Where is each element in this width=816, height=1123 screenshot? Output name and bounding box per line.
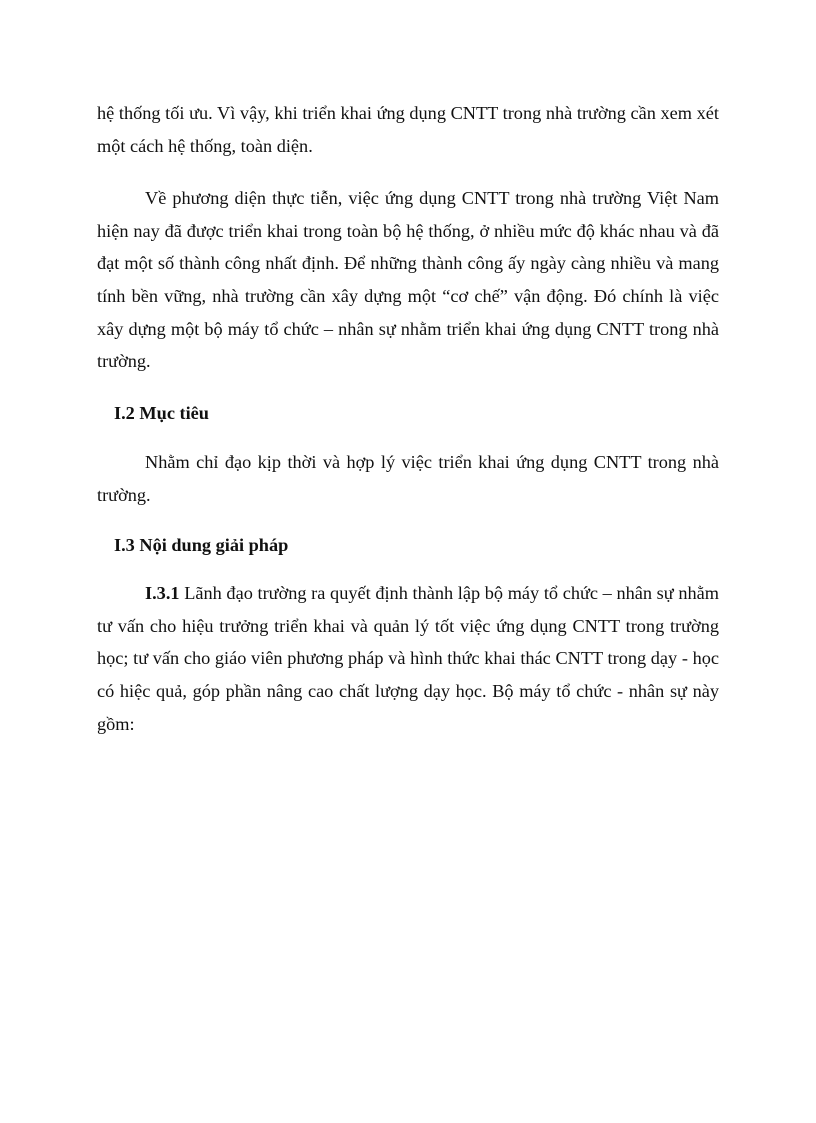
paragraph-objective: Nhằm chỉ đạo kịp thời và hợp lý việc triển khai ứng dụng CNTT trong nhà trường. [97,452,719,505]
paragraph-system-overview: hệ thống tối ưu. Vì vậy, khi triển khai ứng dụng CNTT trong nhà trường cần xem xét một cách hệ thống, toàn diện. [97,103,719,156]
subsection-text: Lãnh đạo trường ra quyết định thành lập bộ máy tổ chức – nhân sự nhằm tư vấn cho hiệu trưởng triển khai và quản lý tốt việc ứng dụng CNTT trong trường học; tư vấn cho giáo viên phương pháp và hình thức khai thác CNTT trong dạy - học có hiệc quả, góp phần nâng cao chất lượng dạy học. Bộ máy tổ chức - nhân sự này gồm: [97,583,719,734]
paragraph-practical-aspect: Về phương diện thực tiễn, việc ứng dụng CNTT trong nhà trường Việt Nam hiện nay đã được triển khai trong toàn bộ hệ thống, ở nhiều mức độ khác nhau và đã đạt một số thành công nhất định. Để những thành công ấy ngày càng nhiều và mang tính bền vững, nhà trường cần xây dựng một “cơ chế” vận động. Đó chính là việc xây dựng một bộ máy tổ chức – nhân sự nhằm triển khai ứng dụng CNTT trong nhà trường. [97,188,719,372]
section-heading-solution-content: I.3 Nội dung giải pháp [114,534,289,555]
section-heading-objectives: I.2 Mục tiêu [114,402,209,423]
paragraph-solution-1 [97,577,719,740]
subsection-label: I.3.1 [145,583,180,604]
